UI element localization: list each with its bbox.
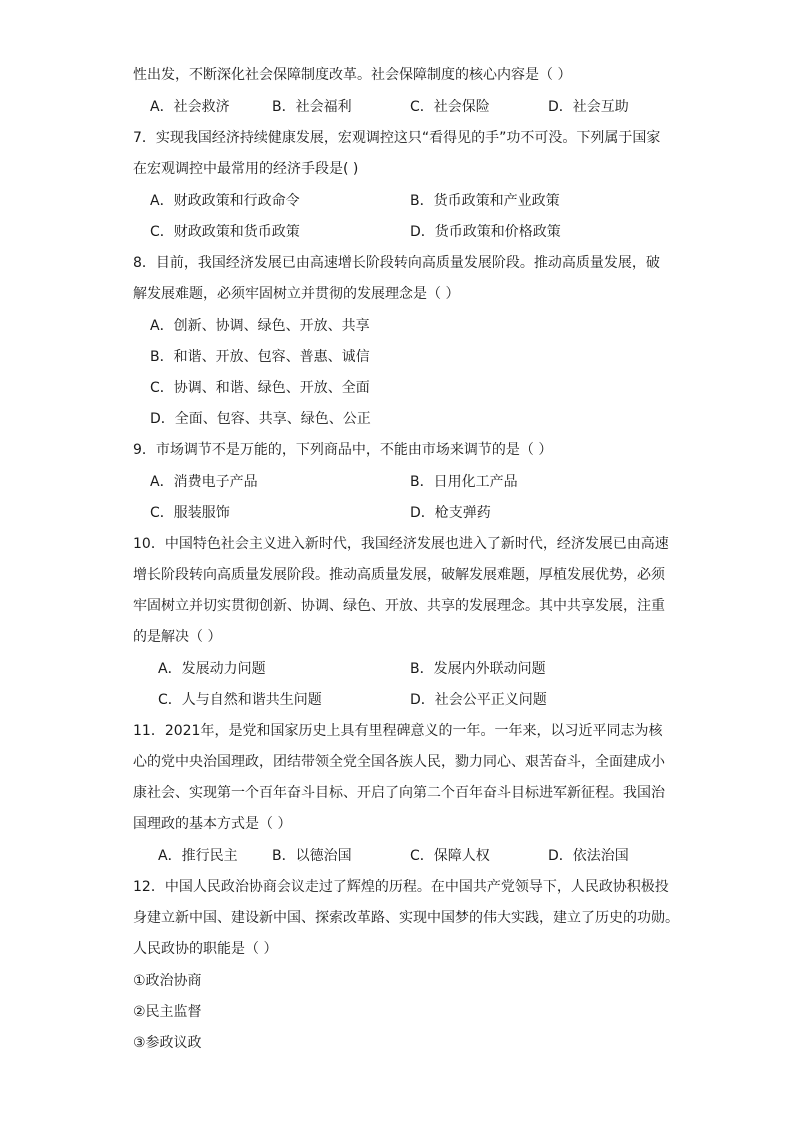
q11-option-d: D．依法治国 [548,848,629,864]
q6-option-b: B．社会福利 [272,99,352,115]
q10-option-c: C．人与自然和谐共生问题 [158,692,322,708]
q7-stem-line-2: 在宏观调控中最常用的经济手段是( ) [133,161,359,177]
q8-stem-line-2: 解发展难题，必须牢固树立并贯彻的发展理念是（ ） [133,286,460,302]
q10-stem-line-3: 牢固树立并切实贯彻创新、协调、绿色、开放、共享的发展理念。其中共享发展，注重 [133,598,665,614]
q6-option-d: D．社会互助 [548,99,629,115]
q9-stem-line: 9．市场调节不是万能的，下列商品中，不能由市场来调节的是（ ） [133,442,553,458]
q10-option-b: B．发展内外联动问题 [410,661,546,677]
q7-option-b: B．货币政策和产业政策 [410,193,560,209]
q6-option-c: C．社会保险 [410,99,490,115]
q7-option-a: A．财政政策和行政命令 [150,193,300,209]
q8-stem-line-1: 8．目前，我国经济发展已由高速增长阶段转向高质量发展阶段。推动高质量发展，破 [133,255,660,271]
q8-option-c: C．协调、和谐、绿色、开放、全面 [150,380,370,396]
q12-stem-line-3: 人民政协的职能是（ ） [133,941,278,957]
q10-stem-line-1: 10．中国特色社会主义进入新时代，我国经济发展也进入了新时代，经济发展已由高速 [133,536,669,552]
q10-stem-line-4: 的是解决（ ） [133,629,222,645]
q12-item-3: ③参政议政 [133,1035,202,1051]
q11-stem-line-4: 国理政的基本方式是（ ） [133,816,292,832]
q8-option-d: D．全面、包容、共享、绿色、公正 [150,411,371,427]
q12-stem-line-2: 身建立新中国、建设新中国、探索改革路、实现中国梦的伟大实践，建立了历史的功勋。 [133,910,679,926]
q11-stem-line-2: 心的党中央治国理政，团结带领全党全国各族人民，勠力同心、艰苦奋斗，全面建成小 [133,754,665,770]
q8-option-a: A．创新、协调、绿色、开放、共享 [150,318,370,334]
q7-option-d: D．货币政策和价格政策 [410,224,561,240]
q11-option-a: A．推行民主 [158,848,238,864]
q6-option-a: A．社会救济 [150,99,230,115]
q10-option-a: A．发展动力问题 [158,661,266,677]
q7-option-c: C．财政政策和货币政策 [150,224,300,240]
q6-stem-line: 性出发，不断深化社会保障制度改革。社会保障制度的核心内容是（ ） [133,67,572,83]
q9-option-b: B．日用化工产品 [410,474,518,490]
q8-option-b: B．和谐、开放、包容、普惠、诚信 [150,349,370,365]
q11-option-b: B．以德治国 [272,848,352,864]
q7-stem-line-1: 7．实现我国经济持续健康发展，宏观调控这只“看得见的手”功不可没。下列属于国家 [133,130,661,146]
q11-stem-line-1: 11．2021年，是党和国家历史上具有里程碑意义的一年。一年来，以习近平同志为核 [133,723,663,739]
q12-item-2: ②民主监督 [133,1004,202,1020]
q10-option-d: D．社会公平正义问题 [410,692,547,708]
q11-stem-line-3: 康社会、实现第一个百年奋斗目标、开启了向第二个百年奋斗目标进军新征程。我国治 [133,785,665,801]
q12-stem-line-1: 12．中国人民政治协商会议走过了辉煌的历程。在中国共产党领导下，人民政协积极投 [133,879,669,895]
q9-option-c: C．服装服饰 [150,505,230,521]
q9-option-a: A．消费电子产品 [150,474,258,490]
q12-item-1: ①政治协商 [133,973,202,989]
q9-option-d: D．枪支弹药 [410,505,491,521]
q11-option-c: C．保障人权 [410,848,490,864]
q10-stem-line-2: 增长阶段转向高质量发展阶段。推动高质量发展，破解发展难题，厚植发展优势，必须 [133,567,665,583]
